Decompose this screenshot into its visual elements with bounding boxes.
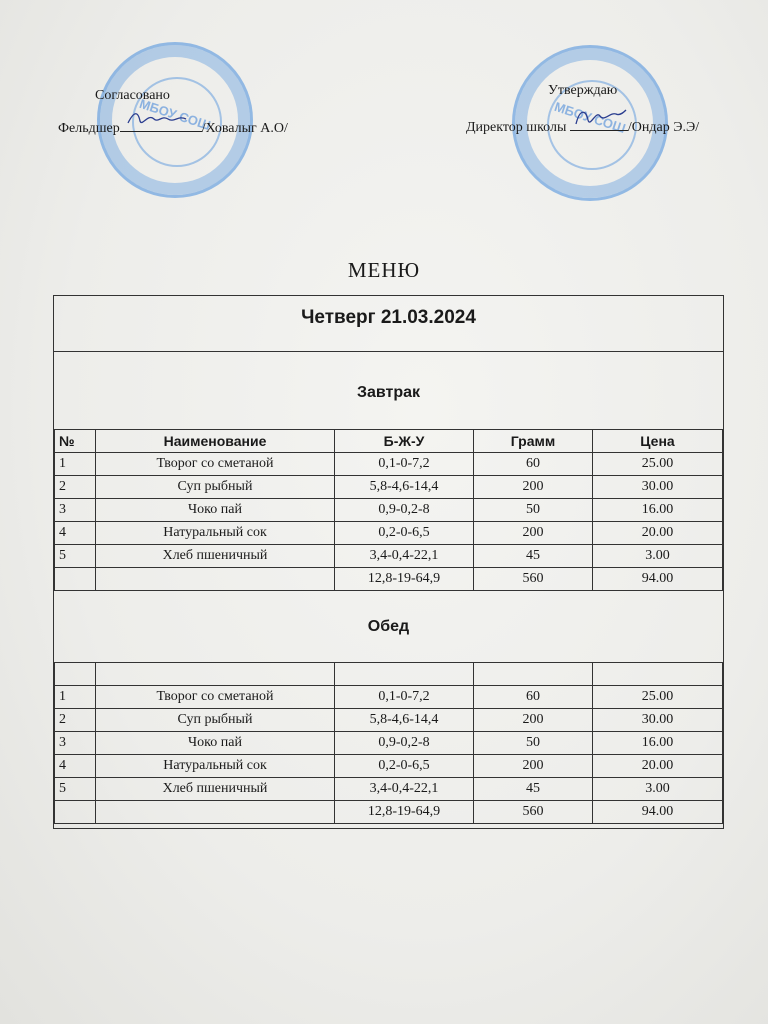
row-number: 5 [55,545,96,568]
row-bju: 0,9-0,2-8 [335,732,474,755]
row-gram: 50 [474,732,593,755]
approval-right-heading: Утверждаю [548,83,618,98]
row-number: 2 [55,709,96,732]
col-price: Цена [593,430,723,453]
row-price: 3.00 [593,545,723,568]
row-gram: 45 [474,545,593,568]
row-bju: 0,1-0-7,2 [335,686,474,709]
total-empty-name [96,568,335,591]
row-number: 1 [55,686,96,709]
blank-cell [96,663,335,686]
row-number: 4 [55,522,96,545]
row-price: 25.00 [593,453,723,476]
row-gram: 45 [474,778,593,801]
col-gram: Грамм [474,430,593,453]
row-gram: 200 [474,709,593,732]
row-price: 3.00 [593,778,723,801]
breakfast-heading: Завтрак [356,384,421,401]
blank-cell [335,663,474,686]
total-empty-name [96,801,335,824]
total-empty-number [55,568,96,591]
row-number: 2 [55,476,96,499]
row-bju: 5,8-4,6-14,4 [335,709,474,732]
row-price: 25.00 [593,686,723,709]
breakfast-table [54,429,723,591]
lunch-blank-header-row [55,663,723,686]
row-bju: 0,2-0-6,5 [335,755,474,778]
blank-cell [593,663,723,686]
lunch-heading: Обед [367,618,410,635]
total-price: 94.00 [593,568,723,591]
table-row [55,545,723,568]
approval-left-signature-line [58,117,288,137]
approval-left-name: /Ховалыг А.О/ [201,121,288,136]
lunch-table [54,662,723,824]
approval-right-name: /Ондар Э.Э/ [627,120,700,135]
row-number: 4 [55,755,96,778]
total-gram: 560 [474,801,593,824]
table-row [55,778,723,801]
table-row [55,453,723,476]
row-name: Хлеб пшеничный [96,778,335,801]
total-price: 94.00 [593,801,723,824]
row-bju: 0,2-0-6,5 [335,522,474,545]
row-name: Натуральный сок [96,522,335,545]
row-name: Натуральный сок [96,755,335,778]
col-name: Наименование [96,430,335,453]
row-number: 3 [55,732,96,755]
total-bju: 12,8-19-64,9 [335,801,474,824]
row-name: Суп рыбный [96,709,335,732]
row-name: Творог со сметаной [96,453,335,476]
total-row [55,568,723,591]
total-row [55,801,723,824]
table-row [55,499,723,522]
approval-left-heading: Согласовано [95,88,170,103]
table-row [55,755,723,778]
blank-cell [474,663,593,686]
total-bju: 12,8-19-64,9 [335,568,474,591]
row-number: 3 [55,499,96,522]
row-bju: 5,8-4,6-14,4 [335,476,474,499]
row-gram: 60 [474,686,593,709]
row-gram: 200 [474,476,593,499]
approval-right-signature-line [466,116,699,136]
row-price: 16.00 [593,499,723,522]
table-header-row [55,430,723,453]
row-price: 20.00 [593,755,723,778]
row-bju: 0,1-0-7,2 [335,453,474,476]
blank-cell [55,663,96,686]
stamp-label: МБОУ СОШ [137,95,213,134]
col-number: № [55,430,96,453]
row-name: Чоко пай [96,499,335,522]
total-empty-number [55,801,96,824]
row-price: 30.00 [593,476,723,499]
row-price: 16.00 [593,732,723,755]
approval-left-role: Фельдшер [58,121,120,136]
approval-right-role: Директор школы [466,120,567,135]
day-heading: Четверг 21.03.2024 [54,296,723,352]
row-bju: 0,9-0,2-8 [335,499,474,522]
total-gram: 560 [474,568,593,591]
row-gram: 50 [474,499,593,522]
row-gram: 60 [474,453,593,476]
row-gram: 200 [474,522,593,545]
row-gram: 200 [474,755,593,778]
page-title: МЕНЮ [347,258,421,282]
stamp-label: МБОУ СОШ [552,98,628,137]
menu-frame [53,295,724,829]
row-number: 5 [55,778,96,801]
row-bju: 3,4-0,4-22,1 [335,545,474,568]
row-name: Творог со сметаной [96,686,335,709]
table-row [55,709,723,732]
table-row [55,686,723,709]
row-number: 1 [55,453,96,476]
table-row [55,476,723,499]
col-bju: Б-Ж-У [335,430,474,453]
table-row [55,522,723,545]
row-name: Суп рыбный [96,476,335,499]
row-name: Хлеб пшеничный [96,545,335,568]
signature-right [570,116,628,131]
table-row [55,732,723,755]
row-price: 30.00 [593,709,723,732]
row-price: 20.00 [593,522,723,545]
row-bju: 3,4-0,4-22,1 [335,778,474,801]
row-name: Чоко пай [96,732,335,755]
signature-left [120,117,202,132]
